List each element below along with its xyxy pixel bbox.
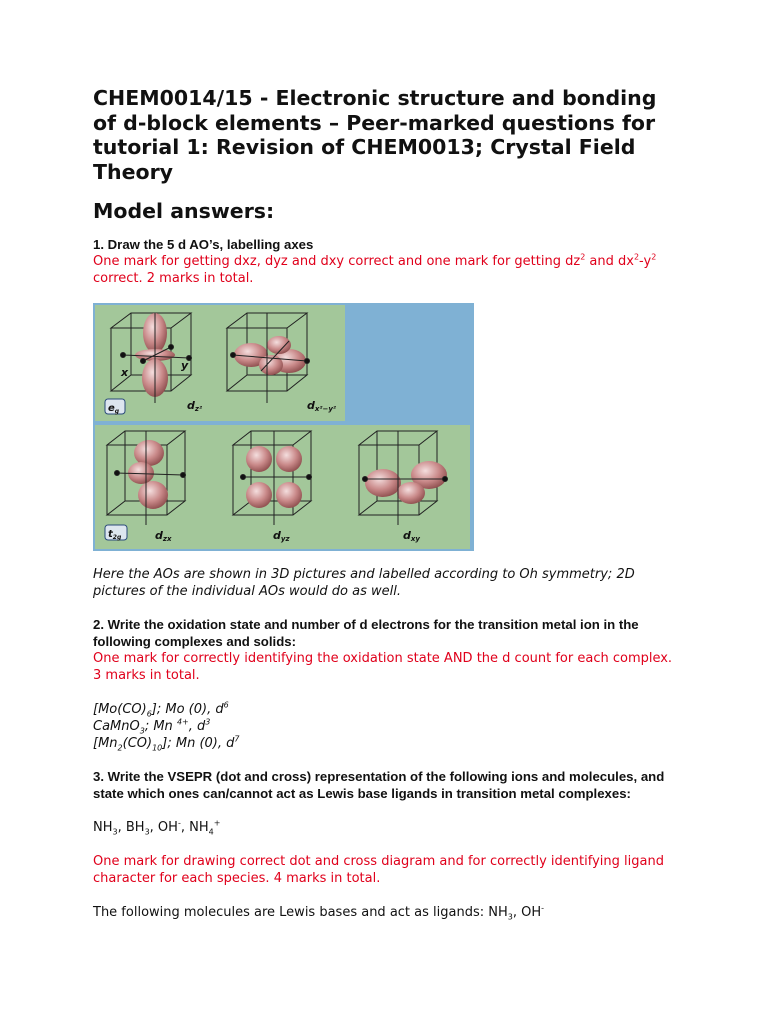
axis-x-label: x — [121, 366, 129, 379]
label-dxy: dxy — [403, 529, 420, 543]
label-dyz: dyz — [273, 529, 290, 543]
eg-badge-label: $e_g$ — [108, 403, 120, 415]
t2g-badge-label: $t_{2g}$ — [108, 529, 122, 541]
document-page — [93, 86, 673, 287]
question-2-marking: One mark for correctly identifying the oxidation state AND the d count for each complex. 3 marks in total. — [93, 651, 673, 683]
question-1-text: 1. Draw the 5 d AO’s, labelling axes — [93, 237, 314, 252]
question-2-answers — [93, 701, 673, 752]
model-answers-heading: Model answers: — [93, 199, 275, 223]
question-3-text: 3. Write the VSEPR (dot and cross) representation of the following ions and molecules, and state which ones can/cannot act as Lewis base ligands in transition metal complexes: — [93, 769, 665, 801]
question-1-marking: One mark for getting dxz, dyz and dxy correct and one mark for getting $dz^2$ and $dx^2-y^2$ correct. 2 marks in total. — [93, 252, 657, 286]
label-dzx: dzx — [155, 529, 172, 543]
axis-y-label: y — [181, 359, 189, 372]
label-dz2: dz² — [187, 399, 203, 413]
answer-camno3: CaMnO$_3$; Mn $^{4+}$, $d^3$ — [93, 717, 211, 736]
answer-mn2-co10: $[Mn_2(CO)_{10}]$; Mn (0), $d^7$ — [93, 734, 240, 753]
question-3-species: $NH_3$, $BH_3$, OH-, $NH_4^+$ — [93, 818, 221, 837]
question-2-text: 2. Write the oxidation state and number of d electrons for the transition metal ion in the following complexes and solids: — [93, 617, 639, 649]
answer-mo-co6: $[Mo(CO)_6]$; Mo (0), $d^6$ — [93, 700, 229, 719]
question-1 — [93, 236, 673, 287]
d-orbital-figure — [93, 303, 474, 551]
label-dx2-y2: dx²−y² — [307, 399, 336, 413]
question-3 — [93, 768, 673, 921]
figure-caption: Here the AOs are shown in 3D pictures and labelled according to Oh symmetry; 2D pictures of the individual AOs would do as well. — [93, 567, 635, 599]
document-title: CHEM0014/15 - Electronic structure and bonding of d-block elements – Peer-marked questions for tutorial 1: Revision of CHEM0013; Crystal Field Theory — [93, 86, 657, 184]
ligands-answer: The following molecules are Lewis bases and act as ligands: $NH_3$, OH- — [93, 903, 545, 922]
question-2 — [93, 616, 673, 752]
lower-content — [93, 566, 673, 921]
question-3-marking: One mark for drawing correct dot and cross diagram and for correctly identifying ligand character for each species. 4 marks in total. — [93, 854, 664, 886]
